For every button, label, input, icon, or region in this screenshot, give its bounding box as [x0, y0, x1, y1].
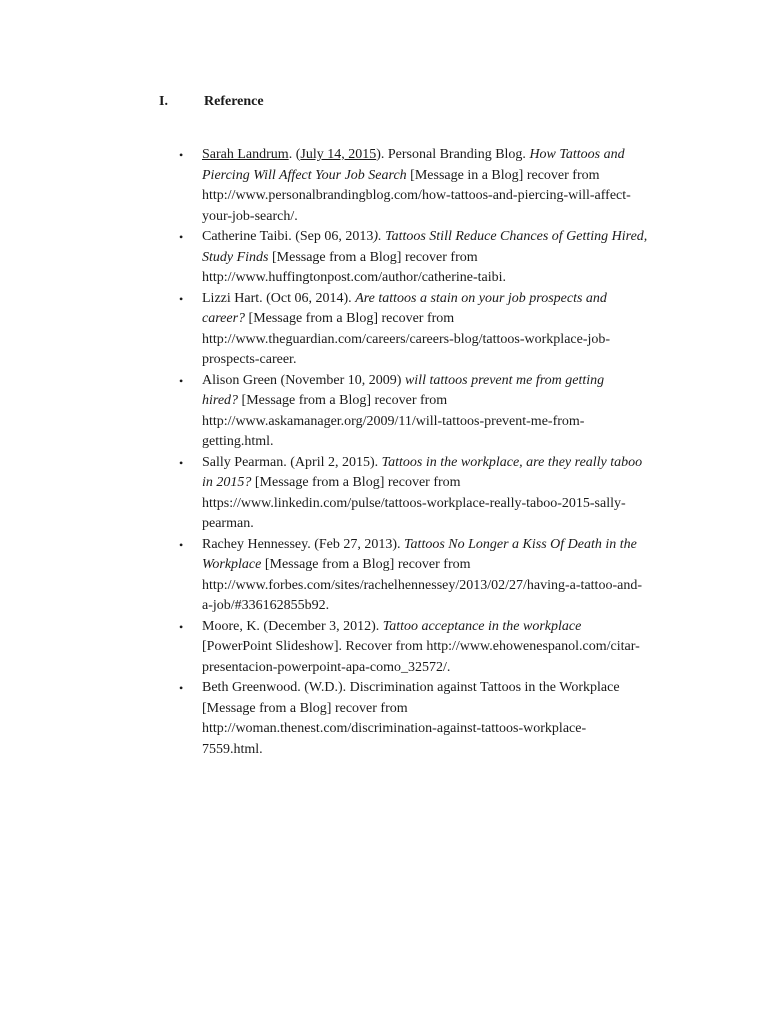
reference-line: [202, 350, 679, 371]
reference-text: presentacion-powerpoint-apa-como_32572/.: [202, 659, 451, 675]
reference-line: [202, 412, 679, 433]
reference-item: [179, 535, 679, 617]
reference-text: [Message from a Blog] recover from: [202, 700, 408, 716]
reference-item: [179, 289, 679, 371]
reference-item: [179, 617, 679, 679]
reference-line: [202, 576, 679, 597]
reference-line: [202, 330, 679, 351]
reference-item: [179, 371, 679, 453]
reference-text: Are tattoos a stain on your job prospects and: [355, 290, 607, 306]
reference-text: [Message from a Blog] recover from: [268, 249, 478, 265]
reference-line: [202, 248, 679, 269]
bullet-icon: •: [179, 291, 184, 306]
reference-item: [179, 678, 679, 760]
reference-text: Lizzi Hart. (Oct 06, 2014).: [202, 290, 356, 306]
reference-text: will tattoos prevent me from getting: [404, 372, 605, 388]
reference-text: Workplace: [202, 557, 262, 572]
reference-item: [179, 453, 679, 535]
reference-text: Alison Green (November 10, 2009): [202, 372, 405, 388]
reference-line: [202, 227, 679, 248]
reference-line: [202, 719, 679, 740]
reference-line: [202, 658, 679, 679]
reference-text: ). Personal Branding Blog.: [376, 147, 530, 162]
reference-text: How Tattoos and: [529, 147, 625, 162]
reference-line: [202, 186, 679, 207]
reference-list: [179, 145, 679, 760]
bullet-icon: •: [179, 537, 184, 552]
reference-line: [202, 453, 679, 474]
reference-text: Piercing Will Affect Your Job Search: [202, 167, 407, 183]
reference-text: Beth Greenwood. (W.D.). Discrimination against Tattoos in the Workplace: [202, 680, 620, 695]
reference-text: July 14, 2015: [300, 147, 377, 162]
reference-line: [202, 207, 679, 228]
reference-text: Tattoos in the workplace, are they really taboo: [381, 454, 643, 470]
reference-line: [202, 637, 679, 658]
reference-line: [202, 494, 679, 515]
reference-item: [179, 145, 679, 227]
reference-text: . (: [288, 147, 301, 162]
reference-line: [202, 309, 679, 330]
reference-text: http://www.theguardian.com/careers/careers-blog/tattoos-workplace-job-: [202, 331, 611, 347]
reference-line: [202, 166, 679, 187]
reference-line: [202, 391, 679, 412]
reference-line: [202, 617, 679, 638]
reference-line: [202, 145, 679, 166]
reference-item: [179, 227, 679, 289]
reference-line: [202, 371, 679, 392]
bullet-icon: •: [179, 148, 184, 162]
reference-text: Rachey Hennessey. (Feb 27, 2013).: [202, 536, 405, 552]
reference-text: Moore, K. (December 3, 2012).: [202, 618, 383, 634]
reference-text: 7559.html.: [202, 741, 263, 757]
reference-text: your-job-search/.: [202, 208, 298, 224]
reference-text: Sarah Landrum: [202, 147, 289, 162]
reference-text: Sally Pearman. (April 2, 2015).: [202, 454, 382, 470]
reference-text: [Message in a Blog] recover from: [406, 167, 600, 183]
reference-line: [202, 473, 679, 494]
reference-line: [202, 289, 679, 310]
bullet-icon: •: [179, 681, 184, 695]
reference-text: [Message from a Blog] recover from: [238, 393, 448, 408]
reference-text: pearman.: [202, 516, 254, 531]
reference-line: [202, 555, 679, 576]
reference-line: [202, 596, 679, 617]
reference-line: [202, 740, 679, 761]
reference-text: http://www.forbes.com/sites/rachelhennessey/2013/02/27/having-a-tattoo-and-: [202, 577, 642, 593]
reference-text: http://www.askamanager.org/2009/11/will-tattoos-prevent-me-from-: [202, 413, 585, 429]
reference-text: Tattoos No Longer a Kiss Of Death in the: [404, 536, 637, 552]
section-heading: [159, 93, 264, 111]
section-title: Reference: [204, 94, 264, 109]
reference-text: ). Tattoos Still Reduce Chances of Getting Hired,: [373, 229, 648, 244]
reference-line: [202, 535, 679, 556]
bullet-icon: •: [179, 619, 184, 634]
bullet-icon: •: [179, 373, 184, 388]
reference-line: [202, 268, 679, 289]
bullet-icon: •: [179, 455, 184, 470]
reference-text: hired?: [202, 393, 239, 408]
reference-text: [Message from a Blog] recover from: [245, 311, 455, 326]
reference-text: [Message from a Blog] recover from: [251, 475, 461, 490]
reference-line: [202, 432, 679, 453]
section-number: I.: [159, 94, 168, 109]
bullet-icon: •: [179, 230, 184, 244]
reference-text: [Message from a Blog] recover from: [261, 557, 471, 572]
reference-text: http://woman.thenest.com/discrimination-against-tattoos-workplace-: [202, 721, 587, 736]
reference-line: [202, 514, 679, 535]
reference-text: getting.html.: [202, 434, 274, 449]
reference-text: Study Finds: [202, 249, 269, 265]
reference-text: career?: [202, 311, 246, 326]
reference-text: http://www.personalbrandingblog.com/how-tattoos-and-piercing-will-affect-: [202, 188, 631, 203]
reference-line: [202, 699, 679, 720]
reference-text: in 2015?: [202, 475, 252, 490]
reference-text: prospects-career.: [202, 352, 297, 367]
reference-text: Catherine Taibi. (Sep 06, 2013: [202, 229, 374, 244]
reference-text: a-job/#336162855b92.: [202, 598, 330, 613]
reference-text: http://www.huffingtonpost.com/author/catherine-taibi.: [202, 270, 507, 285]
reference-text: Tattoo acceptance in the workplace: [382, 618, 582, 634]
reference-text: [PowerPoint Slideshow]. Recover from http://www.ehowenespanol.com/citar-: [202, 639, 640, 654]
reference-text: https://www.linkedin.com/pulse/tattoos-workplace-really-taboo-2015-sally-: [202, 495, 626, 511]
reference-line: [202, 678, 679, 699]
